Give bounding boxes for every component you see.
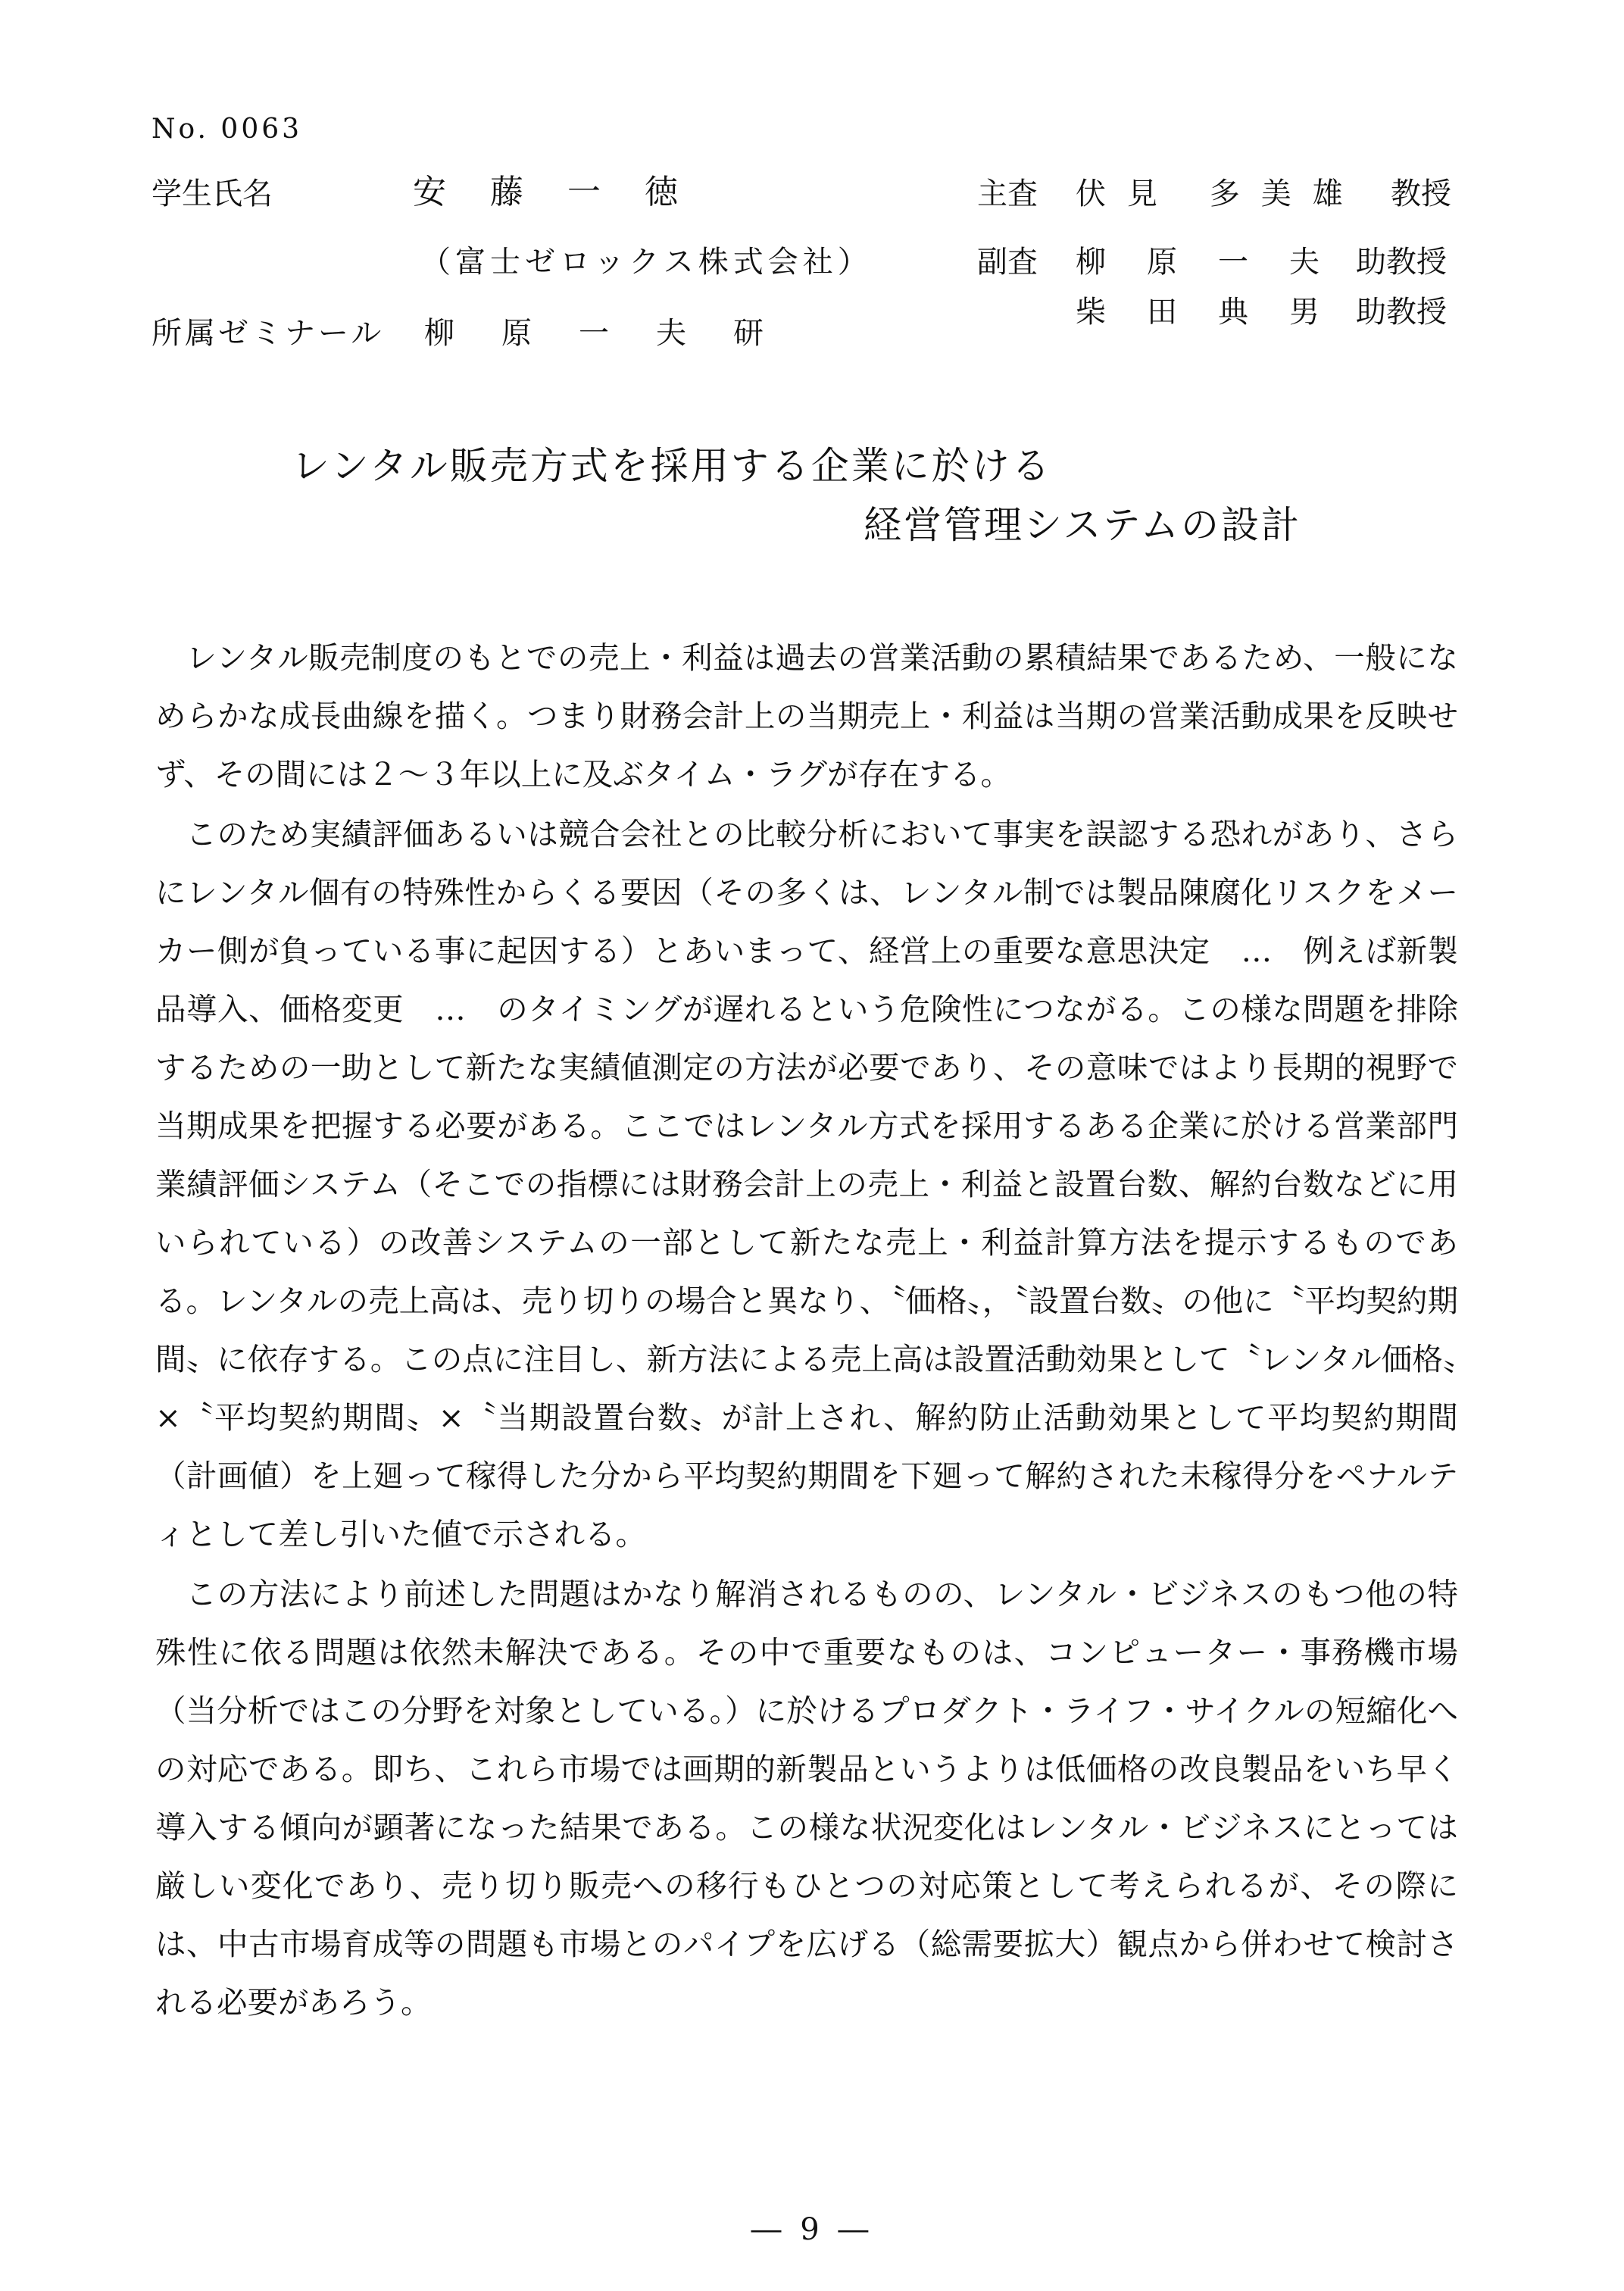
sub-examiner-2-name: 柴田典男 <box>1076 295 1360 330</box>
body-paragraph-1: レンタル販売制度のもとでの売上・利益は過去の営業活動の累積結果であるため、一般になめらかな成長曲線を描く。つまり財務会計上の当期売上・利益は当期の営業活動成果を反映せず、その間には２～３年以上に及ぶタイム・ラグが存在する。 <box>155 639 1458 792</box>
seminar-label: 所属ゼミナール <box>151 316 385 351</box>
chief-examiner-label: 主査 <box>977 177 1038 211</box>
chief-examiner-title: 教授 <box>1391 177 1451 211</box>
page-number: ― 9 ― <box>751 2212 873 2247</box>
student-affiliation: （富士ゼロックス株式会社） <box>420 245 873 280</box>
document-number: No. 0063 <box>151 114 303 145</box>
sub-examiner-1-title: 助教授 <box>1356 245 1447 280</box>
student-name: 安藤一徳 <box>413 173 722 211</box>
seminar-name: 柳原一夫研 <box>424 316 810 351</box>
body-paragraph-2: このため実績評価あるいは競合会社との比較分析において事実を誤認する恐れがあり、さらにレンタル個有の特殊性からくる要因（その多くは、レンタル制では製品陳腐化リスクをメーカー側が負っている事に起因する）とあいまって、経営上の重要な意思決定 … 例えば新製品導入、価格変更 … のタイミングが遅れるという危険性につながる。この様な問題を排除するための一助として新たな実績値測定の方法が必要であり、その意味ではより長期的視野で当期成果を把握する必要がある。ここではレンタル方式を採用するある企業に於ける営業部門業績評価システム（そこでの指標には財務会計上の売上・利益と設置台数、解約台数などに用いられている）の改善システムの一部として新たな売上・利益計算方法を提示するものである。レンタルの売上高は、売り切りの場合と異なり、〝価格〟，〝設置台数〟の他に〝平均契約期間〟に依存する。この点に注目し、新方法による売上高は設置活動効果として〝レンタル価格〟×〝平均契約期間〟×〝当期設置台数〟が計上され、解約防止活動効果として平均契約期間（計画値）を上廻って稼得した分から平均契約期間を下廻って解約された未稼得分をペナルティとして差し引いた値で示される。 <box>155 816 1458 1552</box>
sub-examiner-1-name: 柳原一夫 <box>1076 245 1360 280</box>
title-line-1: レンタル販売方式を採用する企業に於ける <box>292 444 1052 488</box>
sub-examiner-2-title: 助教授 <box>1356 295 1447 330</box>
sub-examiner-label: 副査 <box>977 245 1038 280</box>
abstract-body <box>155 629 1458 2033</box>
chief-examiner-name: 伏見 多美雄 <box>1076 177 1364 211</box>
title-line-2: 経営管理システムの設計 <box>864 503 1301 547</box>
body-paragraph-3: この方法により前述した問題はかなり解消されるものの、レンタル・ビジネスのもつ他の特殊性に依る問題は依然未解決である。その中で重要なものは、コンピューター・事務機市場（当分析ではこの分野を対象としている。）に於けるプロダクト・ライフ・サイクルの短縮化への対応である。即ち、これら市場では画期的新製品というよりは低価格の改良製品をいち早く導入する傾向が顕著になった結果である。この様な状況変化はレンタル・ビジネスにとっては厳しい変化であり、売り切り販売への移行もひとつの対応策として考えられるが、その際には、中古市場育成等の問題も市場とのパイプを広げる（総需要拡大）観点から併わせて検討される必要があろう。 <box>155 1576 1458 2021</box>
student-name-label: 学生氏名 <box>151 177 273 211</box>
